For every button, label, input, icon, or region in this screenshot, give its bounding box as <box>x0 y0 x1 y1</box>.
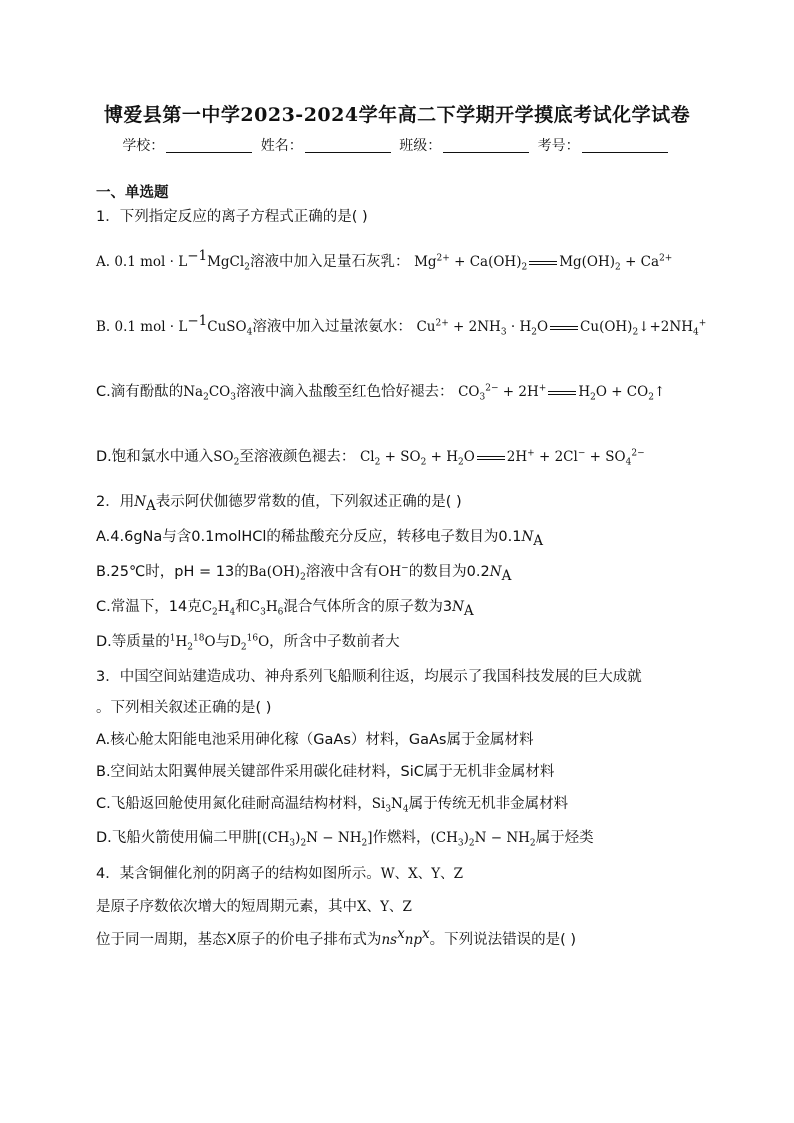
q3-option-c: C.飞船返回舱使用氮化硅耐高温结构材料，$Si_3N_4$属于传统无机非金属材料 <box>96 796 569 815</box>
number-label: 考号： <box>537 138 580 154</box>
name-blank[interactable] <box>305 138 391 153</box>
q1-stem: 1．下列指定反应的离子方程式正确的是( ) <box>96 209 368 225</box>
equals-arrow-icon <box>477 456 505 460</box>
section-title: 一、单选题 <box>96 185 169 201</box>
equals-arrow-icon <box>548 391 576 395</box>
number-blank[interactable] <box>582 138 668 153</box>
q1-option-a: A. 0.1 mol · $L^{-1}MgCl_2$溶液中加入足量石灰乳： $Mg^{2+} + Ca(OH)_2$ $Mg(OH)_2 + Ca^{2+}$ <box>96 248 673 273</box>
q3-stem-line2: 。下列相关叙述正确的是( ) <box>96 700 272 716</box>
q3-option-b: B.空间站太阳翼伸展关键部件采用碳化硅材料，SiC属于无机非金属材料 <box>96 764 555 780</box>
q2-option-c: C.常温下，14克$C_2H_4$和$C_3H_6$混合气体所含的原子数为$3N_A$ <box>96 599 474 619</box>
class-blank[interactable] <box>443 138 529 153</box>
q4-stem-line3: 位于同一周期，基态X原子的价电子排布式为$ns^xnp^x$。下列说法错误的是( ) <box>96 926 577 948</box>
class-label: 班级： <box>399 138 442 154</box>
school-label: 学校： <box>122 138 165 154</box>
q3-stem-line1: 3．中国空间站建造成功、神舟系列飞船顺利往返，均展示了我国科技发展的巨大成就 <box>96 669 642 685</box>
q2-option-d: D.等质量的$^1H_2^{18}O$与$D_2^{16}O$，所含中子数前者大 <box>96 633 400 653</box>
student-info-row <box>0 135 794 155</box>
name-label: 姓名： <box>260 138 303 154</box>
q1-option-b: B. 0.1 mol · $L^{-1}CuSO_4$溶液中加入过量浓氨水： $Cu^{2+} + 2NH_3 \cdot H_2O$ $Cu(OH)_2↓+2NH_4^+$ <box>96 313 707 338</box>
q2-option-b: B.25℃时，pH = 13的$Ba(OH)_2$溶液中含有OH−的数目为$0.2N_A$ <box>96 563 512 584</box>
q4-stem-line2: 是原子序数依次增大的短周期元素，其中X、Y、Z <box>96 899 412 915</box>
q1-option-c: C.滴有酚酞的$Na_2CO_3$溶液中滴入盐酸至红色恰好褪去： $CO_3^{2-} + 2H^+$ $H_2O$ + $CO_2↑$ <box>96 383 666 403</box>
q2-option-a: A.4.6gNa与含0.1molHCl的稀盐酸充分反应，转移电子数目为$0.1N_A$ <box>96 529 544 549</box>
q3-option-a: A.核心舱太阳能电池采用砷化稼（GaAs）材料，GaAs属于金属材料 <box>96 732 534 748</box>
equals-arrow-icon <box>529 261 557 265</box>
q2-stem: 2．用$N_A$表示阿伏伽德罗常数的值，下列叙述正确的是( ) <box>96 494 462 514</box>
school-blank[interactable] <box>166 138 252 153</box>
q1-option-d: D.饱和氯水中通入$SO_2$至溶液颜色褪去： $Cl_2 + SO_2 + H_2O$ $2H^+ + 2Cl^- + SO_4^{2-}$ <box>96 448 645 468</box>
q3-option-d: D.飞船火箭使用偏二甲肼$[(CH_3)_2N - NH_2]$作燃料，$(CH_3)_2N - NH_2$属于烃类 <box>96 830 594 849</box>
equals-arrow-icon <box>550 326 578 330</box>
q4-stem-line1: 4．某含铜催化剂的阴离子的结构如图所示。W、X、Y、Z <box>96 866 464 882</box>
exam-title: 博爱县第一中学2023-2024学年高二下学期开学摸底考试化学试卷 <box>103 104 691 126</box>
